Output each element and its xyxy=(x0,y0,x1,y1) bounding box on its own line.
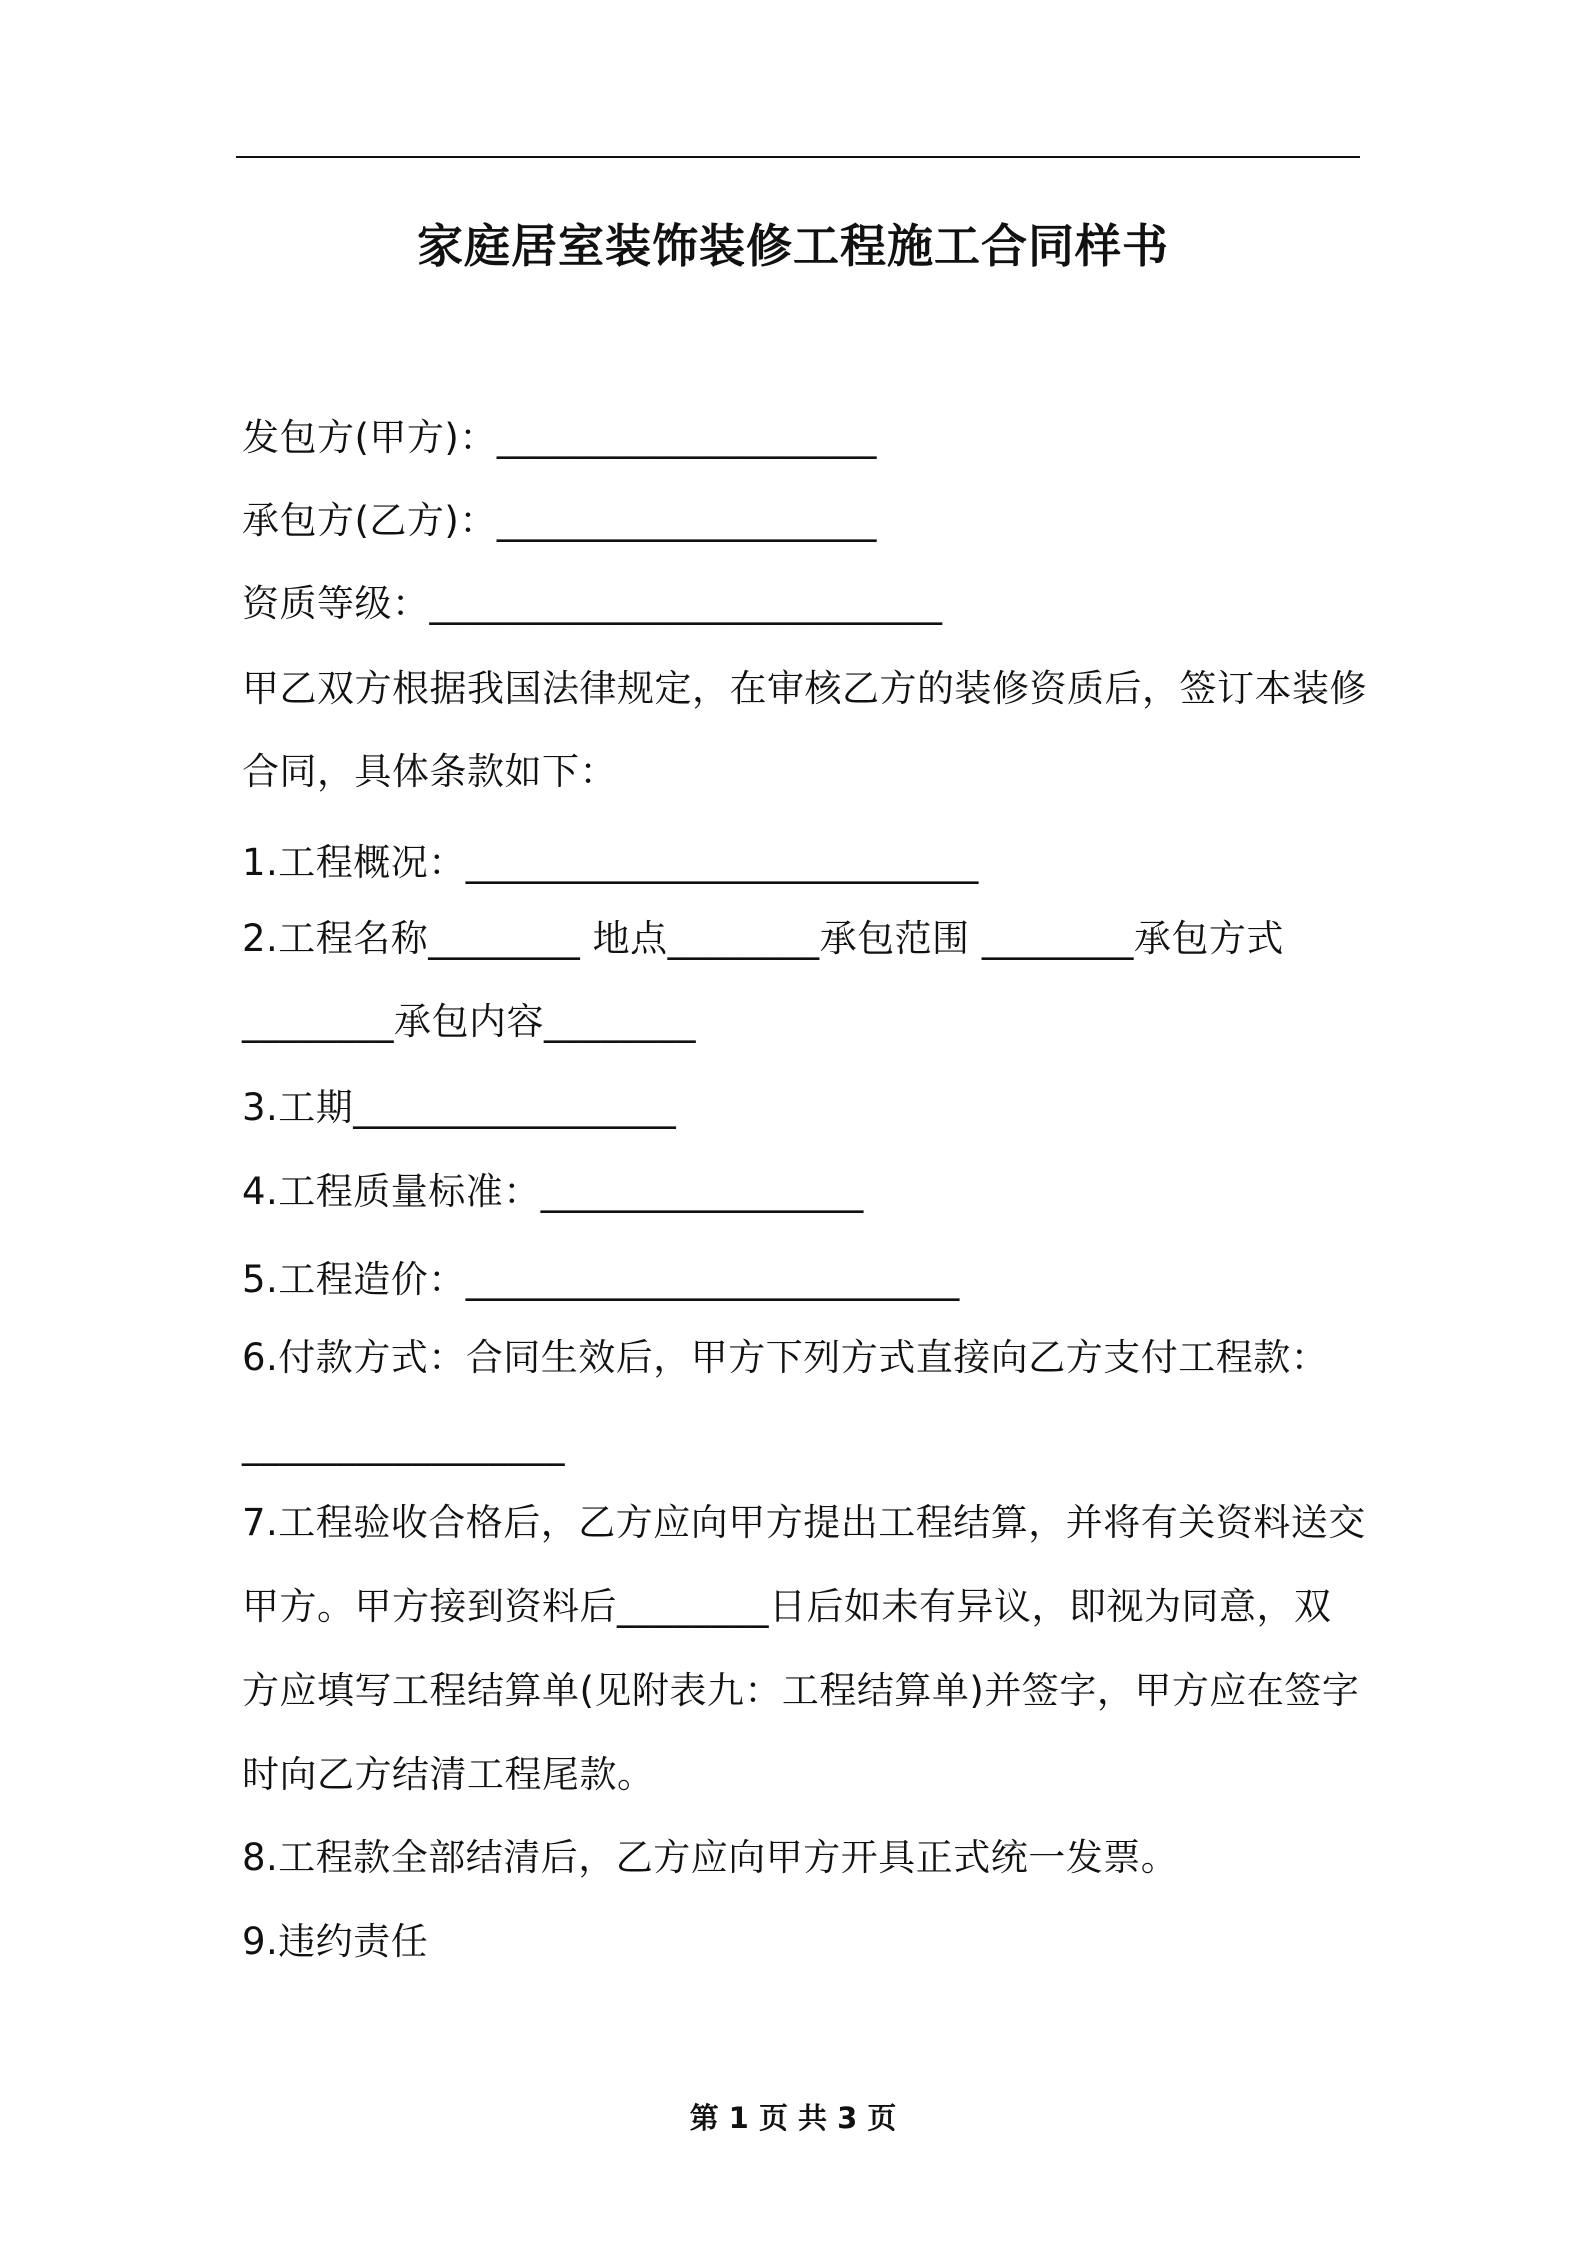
clause-7-line-3: 方应填写工程结算单(见附表九：工程结算单)并签字，甲方应在签字 xyxy=(242,1669,1360,1712)
preamble-line-2: 合同，具体条款如下： xyxy=(242,750,617,793)
document-title: 家庭居室装饰装修工程施工合同样书 xyxy=(417,219,1169,273)
clause-4: 4.工程质量标准：_________________ xyxy=(242,1170,864,1213)
clause-7-line-1: 7.工程验收合格后，乙方应向甲方提出工程结算，并将有关资料送交 xyxy=(242,1501,1366,1544)
clause-5: 5.工程造价：__________________________ xyxy=(242,1258,960,1301)
clause-3: 3.工期_________________ xyxy=(242,1086,677,1129)
clause-6-line-2: _________________ xyxy=(242,1423,565,1466)
clause-2-line-2: ________承包内容________ xyxy=(242,1000,696,1043)
clause-8: 8.工程款全部结清后，乙方应向甲方开具正式统一发票。 xyxy=(242,1836,1179,1879)
qualification-line: 资质等级：___________________________ xyxy=(242,582,943,625)
clause-7-line-4: 时向乙方结清工程尾款。 xyxy=(242,1753,655,1796)
party-a-line: 发包方(甲方)：____________________ xyxy=(242,416,877,459)
clause-9: 9.违约责任 xyxy=(242,1920,429,1963)
party-b-line: 承包方(乙方)：____________________ xyxy=(242,499,877,542)
clause-1: 1.工程概况：___________________________ xyxy=(242,841,979,884)
page-footer: 第 1 页 共 3 页 xyxy=(689,2101,897,2135)
clause-2-line-1: 2.工程名称________ 地点________承包范围 ________承包方式 xyxy=(242,917,1284,960)
clause-6-line-1: 6.付款方式：合同生效后，甲方下列方式直接向乙方支付工程款： xyxy=(242,1336,1329,1379)
header-rule xyxy=(236,156,1360,158)
clause-7-line-2: 甲方。甲方接到资料后________日后如未有异议，即视为同意，双 xyxy=(242,1585,1332,1628)
preamble-line-1: 甲乙双方根据我国法律规定，在审核乙方的装修资质后，签订本装修 xyxy=(242,667,1367,710)
